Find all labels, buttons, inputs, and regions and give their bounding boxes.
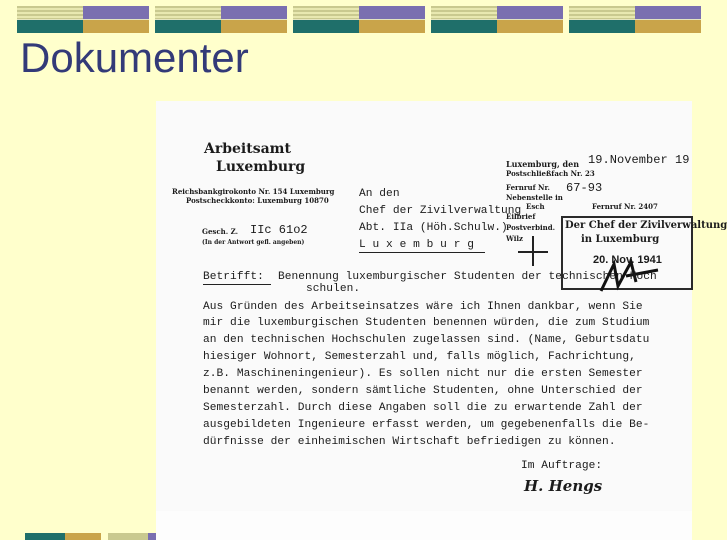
form-field: Postverbind. bbox=[506, 223, 556, 232]
slide-title: Dokumenter bbox=[20, 34, 249, 81]
place-date-label: Luxemburg, den bbox=[506, 159, 580, 169]
footer-decoration-bar bbox=[65, 533, 101, 540]
stamp-date: 20. Nov. 1941 bbox=[593, 254, 662, 266]
subject-line: schulen. bbox=[306, 283, 361, 295]
address-line: L u x e m b u r g bbox=[359, 239, 474, 251]
reference-number: IIc 61o2 bbox=[250, 223, 308, 237]
bank-account: Reichsbankgirokonto Nr. 154 Luxemburg bbox=[172, 187, 335, 196]
address-line: An den bbox=[359, 188, 400, 200]
header-decoration-block bbox=[569, 6, 701, 33]
body-line: Aus Gründen des Arbeitseinsatzes wäre ich Ihnen dankbar, wenn Sie bbox=[203, 301, 643, 313]
body-line: z.B. Maschineningenieur). Es sollen nicht nur die ersten Semester bbox=[203, 368, 643, 380]
header-decoration-block bbox=[293, 6, 425, 33]
reference-label: Gesch. Z. bbox=[202, 227, 239, 236]
body-line: dürfnisse der einheimischen Wirtschaft befriedigen zu können. bbox=[203, 436, 616, 448]
reference-note: (In der Antwort gefl. angeben) bbox=[202, 239, 305, 246]
cross-mark-icon bbox=[516, 236, 550, 266]
postal-account: Postscheckkonto: Luxemburg 10870 bbox=[186, 196, 329, 205]
address-line: Chef der Zivilverwaltung bbox=[359, 205, 522, 217]
footer-decoration-bar bbox=[148, 533, 156, 540]
branch-label: Nebenstelle in bbox=[506, 193, 563, 202]
body-line: mir die luxemburgischen Studenten benennen würden, die zum Studium bbox=[203, 317, 650, 329]
body-line: Semesterzahl. Durch diese Angaben soll die zu erwartende Zahl der bbox=[203, 402, 643, 414]
form-field: Wilz bbox=[506, 234, 524, 243]
body-line: an den technischen Hochschulen zugelassen sind. (Name, Geburtsdatu bbox=[203, 334, 650, 346]
address-underline bbox=[359, 252, 485, 253]
phone-label: Fernruf Nr. bbox=[506, 183, 550, 192]
branch-value: Esch bbox=[526, 202, 545, 211]
body-line: benannt werden, sondern sämtliche Studenten, ohne Unterschied der bbox=[203, 385, 643, 397]
phone-value: 67-93 bbox=[566, 181, 603, 195]
stamp-line: in Luxemburg bbox=[581, 234, 660, 245]
letterhead-city: Luxemburg bbox=[216, 159, 306, 175]
signature: H. Hengs bbox=[524, 477, 603, 495]
document-image bbox=[156, 101, 727, 540]
header-decoration-block bbox=[155, 6, 287, 33]
body-line: hiesiger Wohnort, Semesterzahl und, falls möglich, Fachrichtung, bbox=[203, 351, 636, 363]
letterhead-title: Arbeitsamt bbox=[204, 141, 291, 157]
stamp-line: Der Chef der Zivilverwaltung bbox=[565, 220, 727, 231]
closing: Im Auftrage: bbox=[521, 460, 603, 472]
subject-underline bbox=[203, 284, 271, 285]
subject-label: Betrifft: bbox=[203, 271, 264, 283]
form-field: Eilbrief bbox=[506, 212, 536, 221]
footer-decoration-bar bbox=[108, 533, 148, 540]
address-line: Abt. IIa (Höh.Schulw.) bbox=[359, 222, 508, 234]
postbox: Postschließfach Nr. 23 bbox=[506, 169, 595, 178]
footer-decoration-bar bbox=[25, 533, 65, 540]
phone2-label: Fernruf Nr. 2407 bbox=[592, 202, 658, 211]
subject-line: Benennung luxemburgischer Studenten der technischen Hoch bbox=[278, 271, 657, 283]
header-decoration-block bbox=[17, 6, 149, 33]
date-value: 19.November 19 bbox=[588, 153, 690, 167]
body-line: ausgebildeten Ingenieure erfasst werden, um gegebenenfalls die Be- bbox=[203, 419, 650, 431]
header-decoration-block bbox=[431, 6, 563, 33]
